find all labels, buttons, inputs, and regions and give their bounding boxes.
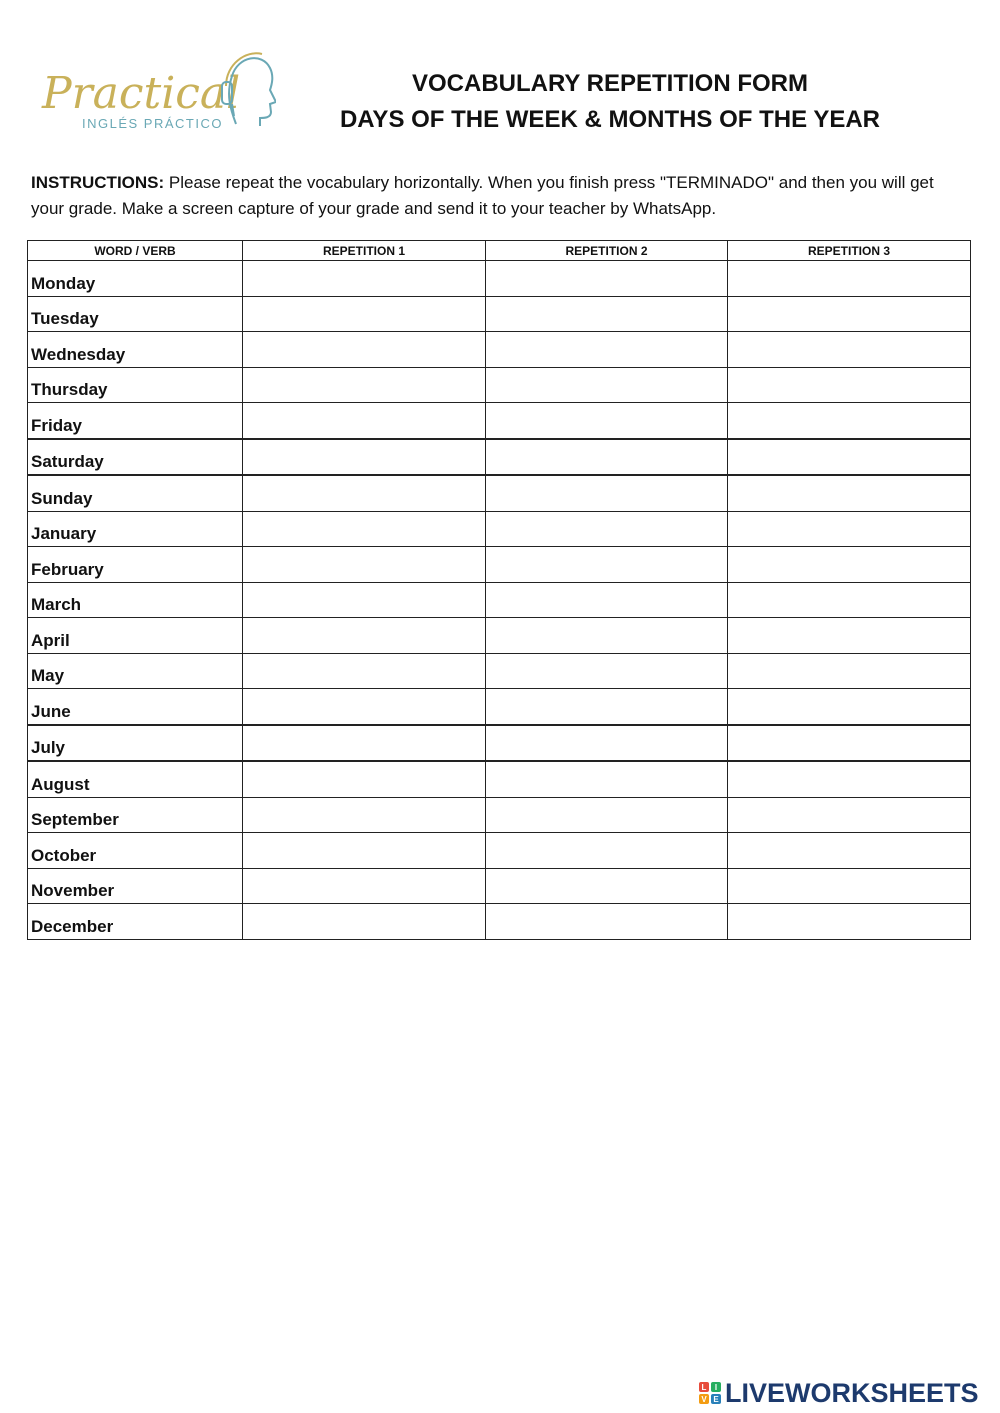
repetition-3-input[interactable] <box>728 761 971 797</box>
repetition-1-input[interactable] <box>243 868 486 904</box>
repetition-2-input[interactable] <box>486 868 728 904</box>
repetition-2-input[interactable] <box>486 904 728 940</box>
repetition-3-input[interactable] <box>728 904 971 940</box>
table-row <box>28 689 971 725</box>
word-cell: February <box>28 547 243 583</box>
title-line-2: DAYS OF THE WEEK & MONTHS OF THE YEAR <box>339 106 881 133</box>
repetition-3-input[interactable] <box>728 868 971 904</box>
logo-graphic <box>40 46 276 136</box>
repetition-2-input[interactable] <box>486 797 728 833</box>
repetition-1-input[interactable] <box>243 511 486 547</box>
repetition-1-input[interactable] <box>243 653 486 689</box>
word-cell: August <box>28 761 243 797</box>
word-cell: November <box>28 868 243 904</box>
title-line-1: VOCABULARY REPETITION FORM <box>411 70 808 97</box>
repetition-1-input[interactable] <box>243 582 486 618</box>
repetition-1-input[interactable] <box>243 367 486 403</box>
table-row <box>28 475 971 511</box>
repetition-1-input[interactable] <box>243 332 486 368</box>
table-row <box>28 868 971 904</box>
mark-letter-v: V <box>699 1394 709 1404</box>
repetition-1-input[interactable] <box>243 439 486 476</box>
repetition-table <box>27 240 971 940</box>
repetition-2-input[interactable] <box>486 403 728 439</box>
header-repetition-3: REPETITION 3 <box>728 241 971 261</box>
liveworksheets-brand <box>698 1378 979 1408</box>
logo-script-text: Practical <box>42 68 241 119</box>
repetition-3-input[interactable] <box>728 296 971 332</box>
repetition-2-input[interactable] <box>486 511 728 547</box>
word-cell: December <box>28 904 243 940</box>
repetition-2-input[interactable] <box>486 618 728 654</box>
instructions-label: INSTRUCTIONS: <box>31 173 165 192</box>
table-row <box>28 797 971 833</box>
table-row <box>28 833 971 869</box>
table-header-row <box>28 241 971 261</box>
repetition-3-input[interactable] <box>728 261 971 297</box>
liveworksheets-wordmark: LIVEWORKSHEETS <box>725 1377 979 1408</box>
word-cell: July <box>28 725 243 762</box>
table-row <box>28 904 971 940</box>
repetition-3-input[interactable] <box>728 332 971 368</box>
table-body <box>28 261 971 940</box>
repetition-3-input[interactable] <box>728 439 971 476</box>
repetition-2-input[interactable] <box>486 332 728 368</box>
word-cell: April <box>28 618 243 654</box>
table-row <box>28 547 971 583</box>
repetition-1-input[interactable] <box>243 833 486 869</box>
word-cell: Wednesday <box>28 332 243 368</box>
repetition-2-input[interactable] <box>486 761 728 797</box>
repetition-3-input[interactable] <box>728 689 971 725</box>
repetition-1-input[interactable] <box>243 547 486 583</box>
table-row <box>28 511 971 547</box>
repetition-2-input[interactable] <box>486 582 728 618</box>
table-row <box>28 653 971 689</box>
word-cell: September <box>28 797 243 833</box>
repetition-1-input[interactable] <box>243 475 486 511</box>
repetition-2-input[interactable] <box>486 296 728 332</box>
word-cell: May <box>28 653 243 689</box>
table-row <box>28 367 971 403</box>
mark-letter-l: L <box>699 1382 709 1392</box>
repetition-1-input[interactable] <box>243 725 486 762</box>
header-word-verb: WORD / VERB <box>28 241 243 261</box>
repetition-2-input[interactable] <box>486 653 728 689</box>
liveworksheets-logo-icon <box>698 1381 722 1405</box>
practical-logo <box>40 46 276 136</box>
word-cell: October <box>28 833 243 869</box>
word-cell: January <box>28 511 243 547</box>
repetition-1-input[interactable] <box>243 403 486 439</box>
mark-letter-e: E <box>711 1394 721 1404</box>
word-cell: Tuesday <box>28 296 243 332</box>
word-cell: Saturday <box>28 439 243 476</box>
repetition-3-input[interactable] <box>728 833 971 869</box>
repetition-1-input[interactable] <box>243 296 486 332</box>
repetition-1-input[interactable] <box>243 618 486 654</box>
table-row <box>28 618 971 654</box>
repetition-3-input[interactable] <box>728 367 971 403</box>
header-repetition-1: REPETITION 1 <box>243 241 486 261</box>
repetition-1-input[interactable] <box>243 689 486 725</box>
table-row <box>28 261 971 297</box>
word-cell: Thursday <box>28 367 243 403</box>
repetition-2-input[interactable] <box>486 367 728 403</box>
table-row <box>28 582 971 618</box>
instructions-text: Please repeat the vocabulary horizontally. When you finish press "TERMINADO" and then you will get your grade. Make a screen capture of your grade and send it to your teacher by WhatsApp. <box>31 173 934 218</box>
mark-letter-i: I <box>711 1382 721 1392</box>
repetition-2-input[interactable] <box>486 261 728 297</box>
table-row <box>28 761 971 797</box>
repetition-1-input[interactable] <box>243 904 486 940</box>
repetition-2-input[interactable] <box>486 833 728 869</box>
repetition-3-input[interactable] <box>728 582 971 618</box>
repetition-3-input[interactable] <box>728 797 971 833</box>
repetition-3-input[interactable] <box>728 547 971 583</box>
table-row <box>28 403 971 439</box>
word-cell: Friday <box>28 403 243 439</box>
repetition-1-input[interactable] <box>243 797 486 833</box>
repetition-1-input[interactable] <box>243 761 486 797</box>
repetition-3-input[interactable] <box>728 725 971 762</box>
word-cell: June <box>28 689 243 725</box>
repetition-3-input[interactable] <box>728 475 971 511</box>
table-row <box>28 439 971 476</box>
repetition-2-input[interactable] <box>486 547 728 583</box>
repetition-3-input[interactable] <box>728 403 971 439</box>
logo-subtitle: INGLÉS PRÁCTICO <box>82 116 223 131</box>
word-cell: Monday <box>28 261 243 297</box>
page-title <box>300 66 920 138</box>
word-cell: March <box>28 582 243 618</box>
header-repetition-2: REPETITION 2 <box>486 241 728 261</box>
repetition-2-input[interactable] <box>486 475 728 511</box>
table-row <box>28 725 971 762</box>
word-cell: Sunday <box>28 475 243 511</box>
table-row <box>28 296 971 332</box>
repetition-1-input[interactable] <box>243 261 486 297</box>
repetition-2-input[interactable] <box>486 725 728 762</box>
repetition-2-input[interactable] <box>486 689 728 725</box>
repetition-3-input[interactable] <box>728 511 971 547</box>
instructions <box>31 170 971 222</box>
repetition-3-input[interactable] <box>728 618 971 654</box>
table-row <box>28 332 971 368</box>
repetition-3-input[interactable] <box>728 653 971 689</box>
repetition-2-input[interactable] <box>486 439 728 476</box>
